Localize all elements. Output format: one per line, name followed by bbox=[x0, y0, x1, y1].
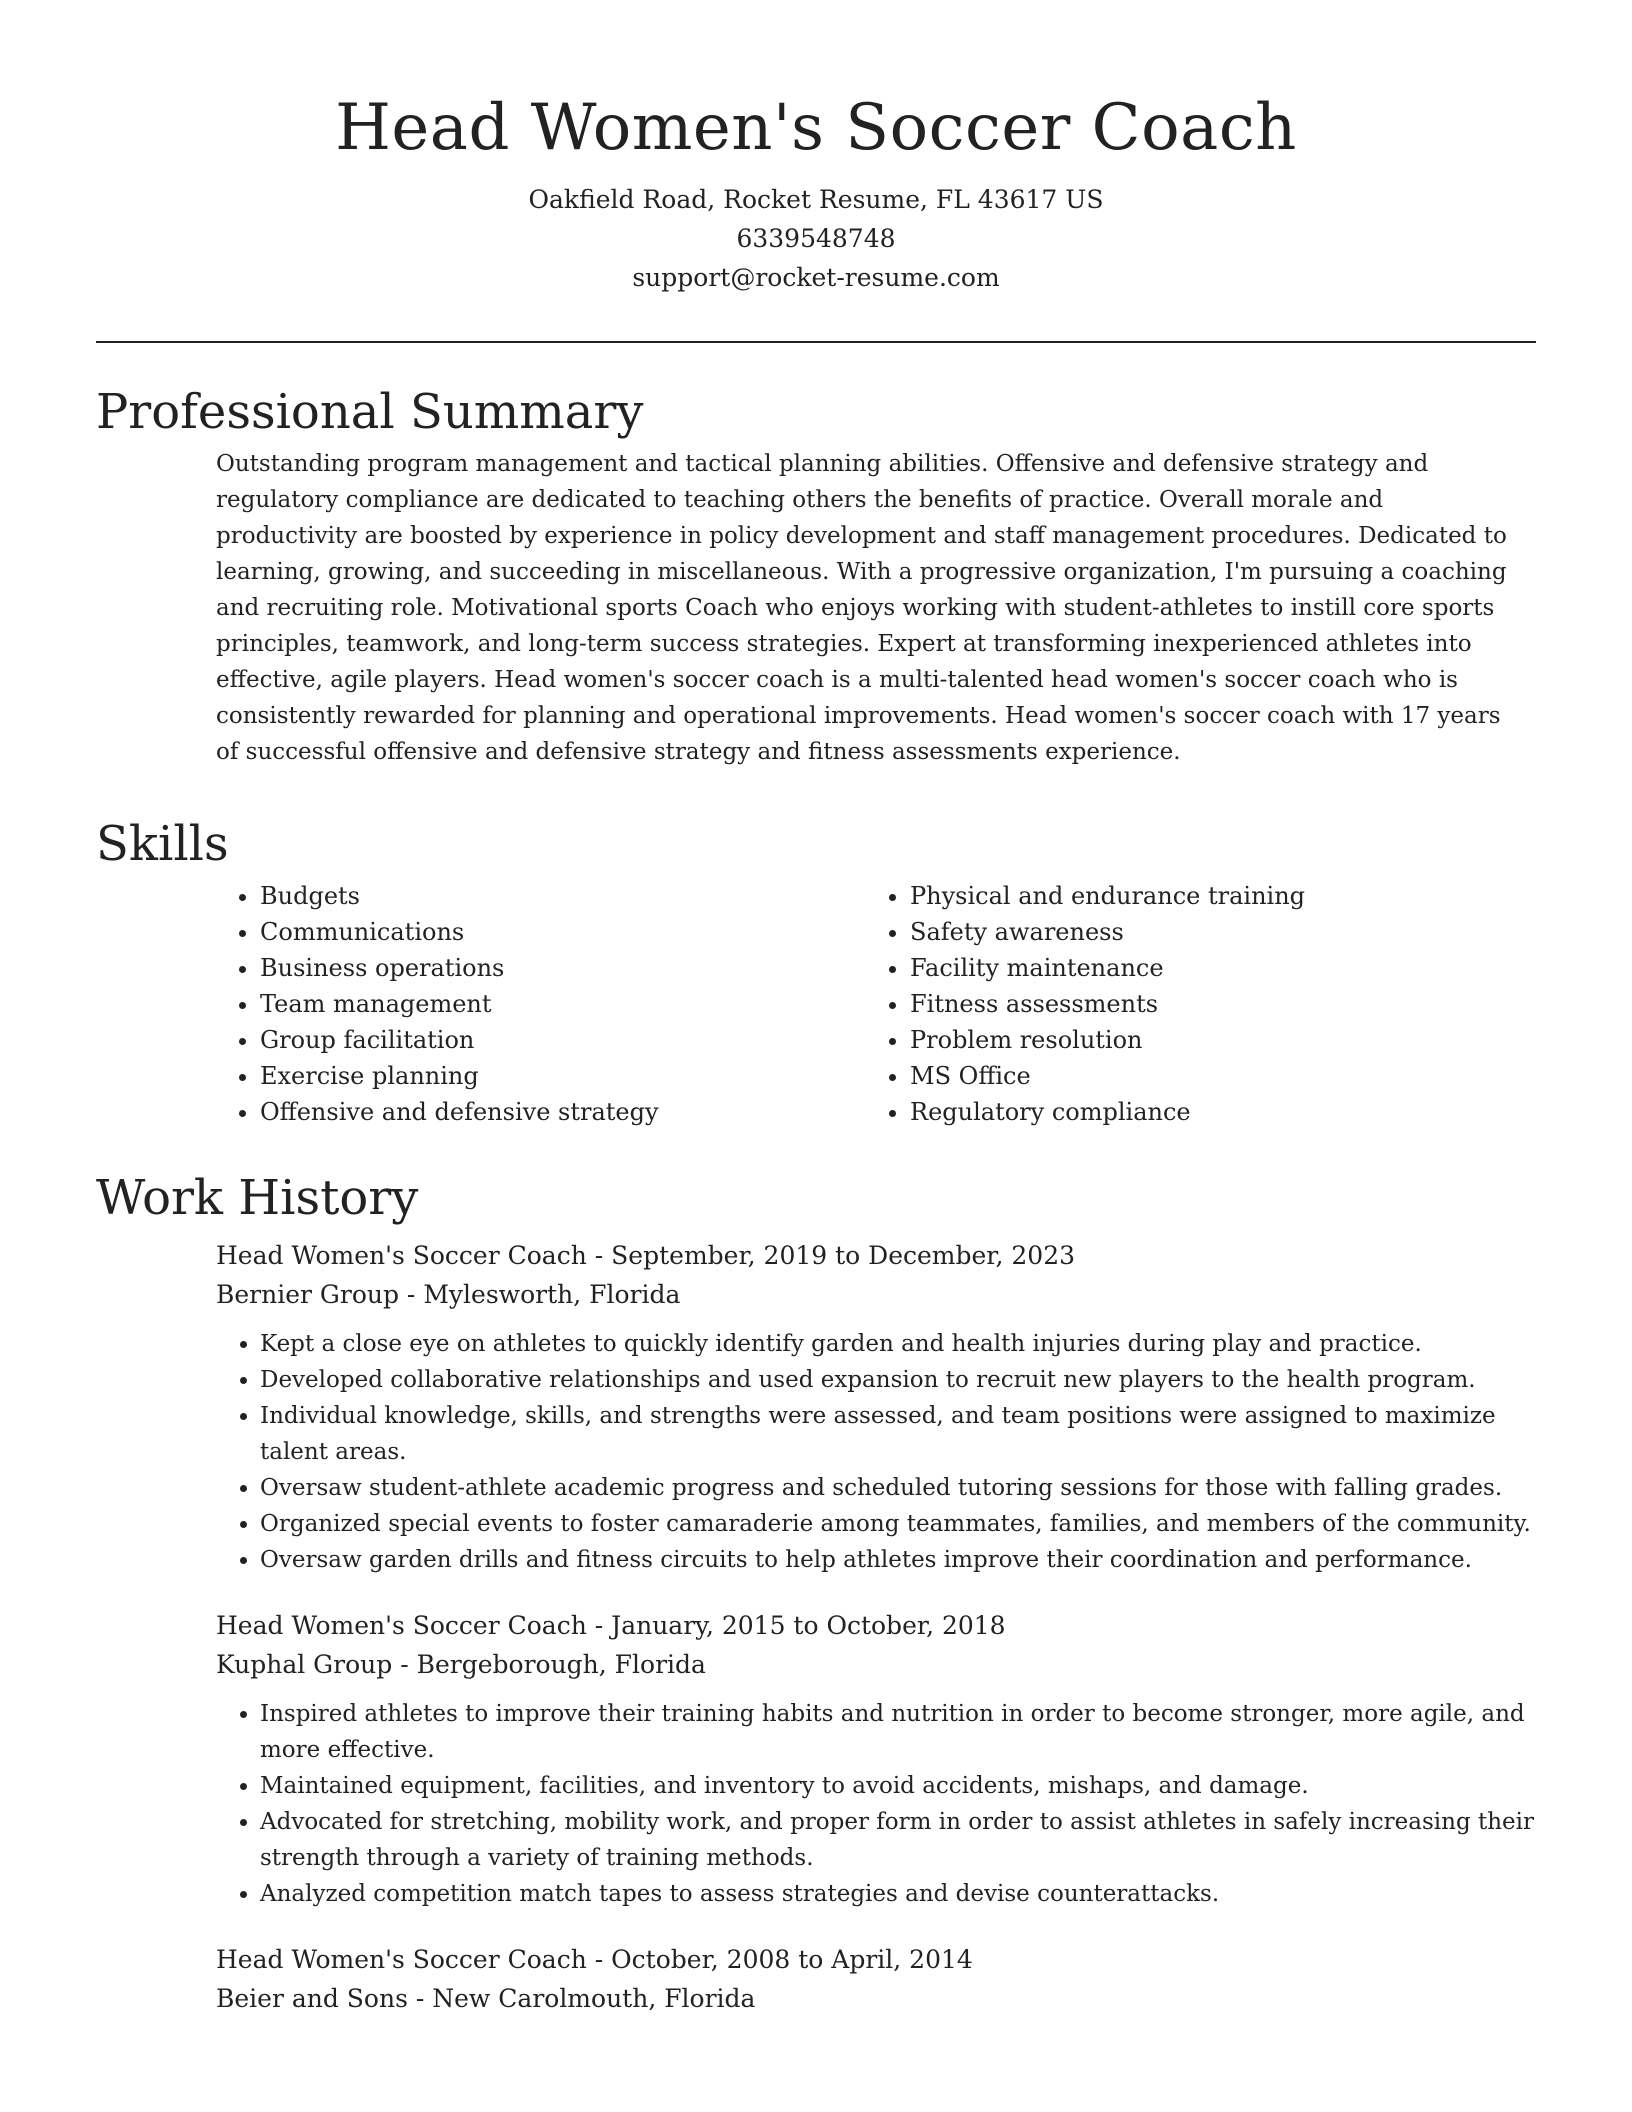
skill-item: • Fitness assessments bbox=[910, 986, 1516, 1022]
work-history-section bbox=[96, 1168, 1536, 2018]
skills-list-left bbox=[216, 878, 866, 1130]
resume-header bbox=[0, 0, 1632, 297]
job-bullet: • Maintained equipment, facilities, and inventory to avoid accidents, mishaps, and damage. bbox=[260, 1768, 1536, 1804]
contact-block bbox=[0, 180, 1632, 297]
skill-item: • Business operations bbox=[260, 950, 866, 986]
skill-item: • Offensive and defensive strategy bbox=[260, 1094, 866, 1130]
job-company-line bbox=[216, 1980, 1536, 2018]
job-dates: October, 2008 to April, 2014 bbox=[611, 1945, 973, 1974]
job-bullet: • Oversaw garden drills and fitness circuits to help athletes improve their coordination and performance. bbox=[260, 1542, 1536, 1578]
skills-heading: Skills bbox=[96, 816, 229, 872]
job-bullet: • Developed collaborative relationships and used expansion to recruit new players to the health program. bbox=[260, 1362, 1536, 1398]
job-separator: - bbox=[392, 1650, 417, 1679]
job-title-line bbox=[216, 1236, 1536, 1276]
job-bullet: • Kept a close eye on athletes to quickly identify garden and health injuries during play and practice. bbox=[260, 1326, 1536, 1362]
skills-section bbox=[96, 814, 1536, 1130]
job-separator: - bbox=[398, 1280, 424, 1309]
job-entry bbox=[216, 1236, 1536, 1578]
skills-columns bbox=[216, 878, 1536, 1130]
job-separator: - bbox=[586, 1611, 612, 1640]
skill-item: • Problem resolution bbox=[910, 1022, 1516, 1058]
job-bullet: • Inspired athletes to improve their training habits and nutrition in order to become stronger, more agile, and more effective. bbox=[260, 1696, 1536, 1768]
job-separator: - bbox=[407, 1984, 433, 2013]
skill-item: • Team management bbox=[260, 986, 866, 1022]
summary-heading: Professional Summary bbox=[96, 384, 644, 440]
skill-item: • Exercise planning bbox=[260, 1058, 866, 1094]
job-bullet: • Analyzed competition match tapes to assess strategies and devise counterattacks. bbox=[260, 1876, 1536, 1912]
summary-text: Outstanding program management and tactical planning abilities. Offensive and defensive strategy and regulatory compliance are dedicated to teaching others the benefits of practice. Overall morale and productivity are boosted by experience in policy development and staff management procedures. Dedicated to learning, growing, and succeeding in miscellaneous. With a progressive organization, I'm pursuing a coaching and recruiting role. Motivational sports Coach who enjoys working with student-athletes to instill core sports principles, teamwork, and long-term success strategies. Expert at transforming inexperienced athletes into effective, agile players. Head women's soccer coach is a multi-talented head women's soccer coach who is consistently rewarded for planning and operational improvements. Head women's soccer coach with 17 years of successful offensive and defensive strategy and fitness assessments experience. bbox=[216, 451, 1507, 765]
job-company-line bbox=[216, 1276, 1536, 1314]
header-divider bbox=[96, 341, 1536, 343]
job-title-line bbox=[216, 1606, 1536, 1646]
job-bullets bbox=[216, 1696, 1536, 1912]
job-bullet: • Organized special events to foster camaraderie among teammates, families, and members of the community. bbox=[260, 1506, 1536, 1542]
job-entry bbox=[216, 1606, 1536, 1912]
job-company-line bbox=[216, 1646, 1536, 1684]
job-dates: January, 2015 to October, 2018 bbox=[611, 1611, 1006, 1640]
job-company: Beier and Sons bbox=[216, 1984, 408, 2013]
job-company: Bernier Group bbox=[216, 1280, 399, 1309]
skill-item: • Regulatory compliance bbox=[910, 1094, 1516, 1130]
contact-address: Oakfield Road, Rocket Resume, FL 43617 US bbox=[528, 185, 1104, 214]
skill-item: • Facility maintenance bbox=[910, 950, 1516, 986]
skill-item: • Budgets bbox=[260, 878, 866, 914]
work-history-heading: Work History bbox=[96, 1170, 419, 1226]
job-bullets bbox=[216, 1326, 1536, 1578]
job-company: Kuphal Group bbox=[216, 1650, 393, 1679]
job-location: Mylesworth, Florida bbox=[423, 1280, 681, 1309]
skill-item: • Group facilitation bbox=[260, 1022, 866, 1058]
job-bullet: • Individual knowledge, skills, and strengths were assessed, and team positions were assigned to maximize talent areas. bbox=[260, 1398, 1536, 1470]
job-role: Head Women's Soccer Coach bbox=[216, 1241, 587, 1270]
summary-body bbox=[216, 446, 1528, 770]
job-bullet: • Advocated for stretching, mobility work, and proper form in order to assist athletes in safely increasing their strength through a variety of training methods. bbox=[260, 1804, 1536, 1876]
job-role: Head Women's Soccer Coach bbox=[216, 1945, 587, 1974]
job-role: Head Women's Soccer Coach bbox=[216, 1611, 587, 1640]
skill-item: • Safety awareness bbox=[910, 914, 1516, 950]
job-bullet: • Oversaw student-athlete academic progress and scheduled tutoring sessions for those with falling grades. bbox=[260, 1470, 1536, 1506]
skill-item: • Communications bbox=[260, 914, 866, 950]
job-separator: - bbox=[586, 1241, 612, 1270]
job-dates: September, 2019 to December, 2023 bbox=[611, 1241, 1076, 1270]
job-separator: - bbox=[586, 1945, 612, 1974]
job-location: New Carolmouth, Florida bbox=[432, 1984, 756, 2013]
job-title-line bbox=[216, 1940, 1536, 1980]
job-location: Bergeborough, Florida bbox=[416, 1650, 706, 1679]
skill-item: • MS Office bbox=[910, 1058, 1516, 1094]
job-entry bbox=[216, 1940, 1536, 2018]
skill-item: • Physical and endurance training bbox=[910, 878, 1516, 914]
contact-phone: 6339548748 bbox=[736, 224, 896, 253]
contact-email: support@rocket-resume.com bbox=[632, 263, 1000, 292]
candidate-name: Head Women's Soccer Coach bbox=[335, 91, 1297, 165]
summary-section bbox=[96, 382, 1536, 770]
skills-list-right bbox=[866, 878, 1516, 1130]
